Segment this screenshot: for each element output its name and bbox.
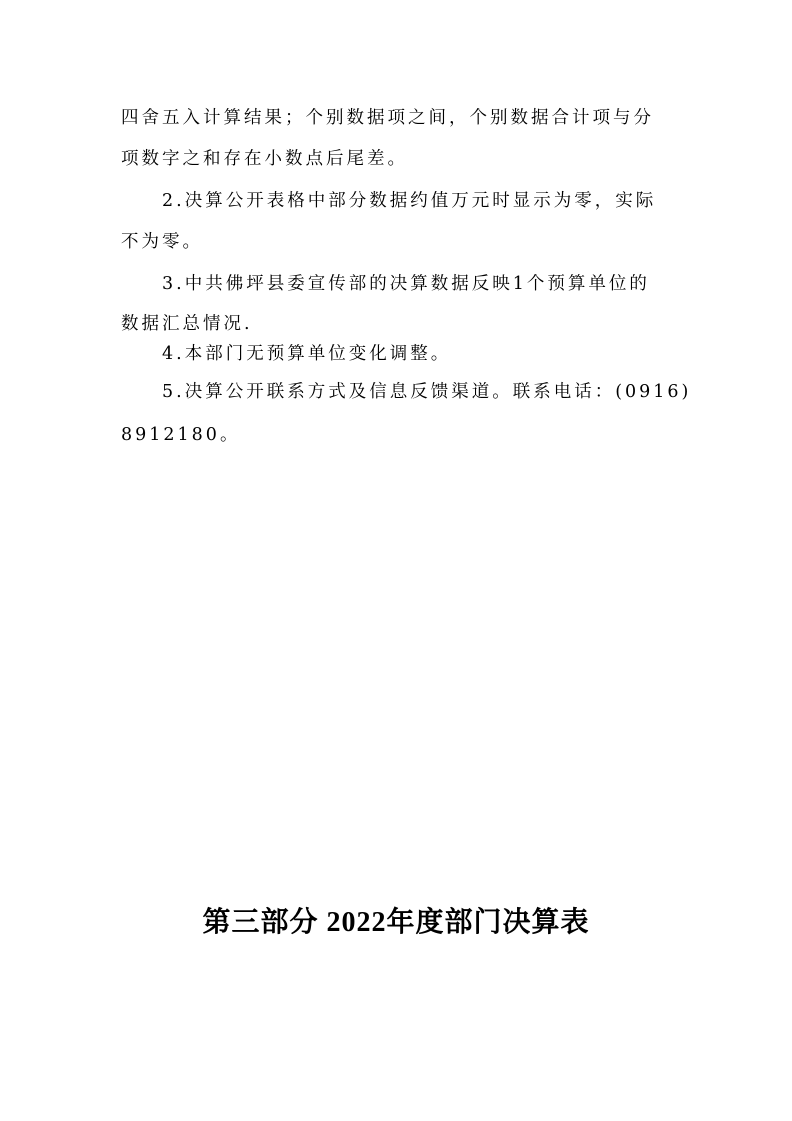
text-line: 项数字之和存在小数点后尾差。 [121, 149, 408, 169]
text-line: 3.中共佛坪县委宣传部的决算数据反映1个预算单位的 [162, 274, 650, 294]
text-line: 不为零。 [121, 232, 203, 252]
section-heading: 第三部分 2022年度部门决算表 [202, 907, 590, 938]
text-line: 四舍五入计算结果；个别数据项之间，个别数据合计项与分 [121, 108, 654, 128]
text-line: 5.决算公开联系方式及信息反馈渠道。联系电话：(0916) [162, 382, 692, 402]
text-line: 8912180。 [121, 425, 241, 445]
text-line: 4.本部门无预算单位变化调整。 [162, 344, 452, 364]
text-line: 数据汇总情况. [121, 314, 253, 334]
text-line: 2.决算公开表格中部分数据约值万元时显示为零，实际 [162, 191, 657, 211]
